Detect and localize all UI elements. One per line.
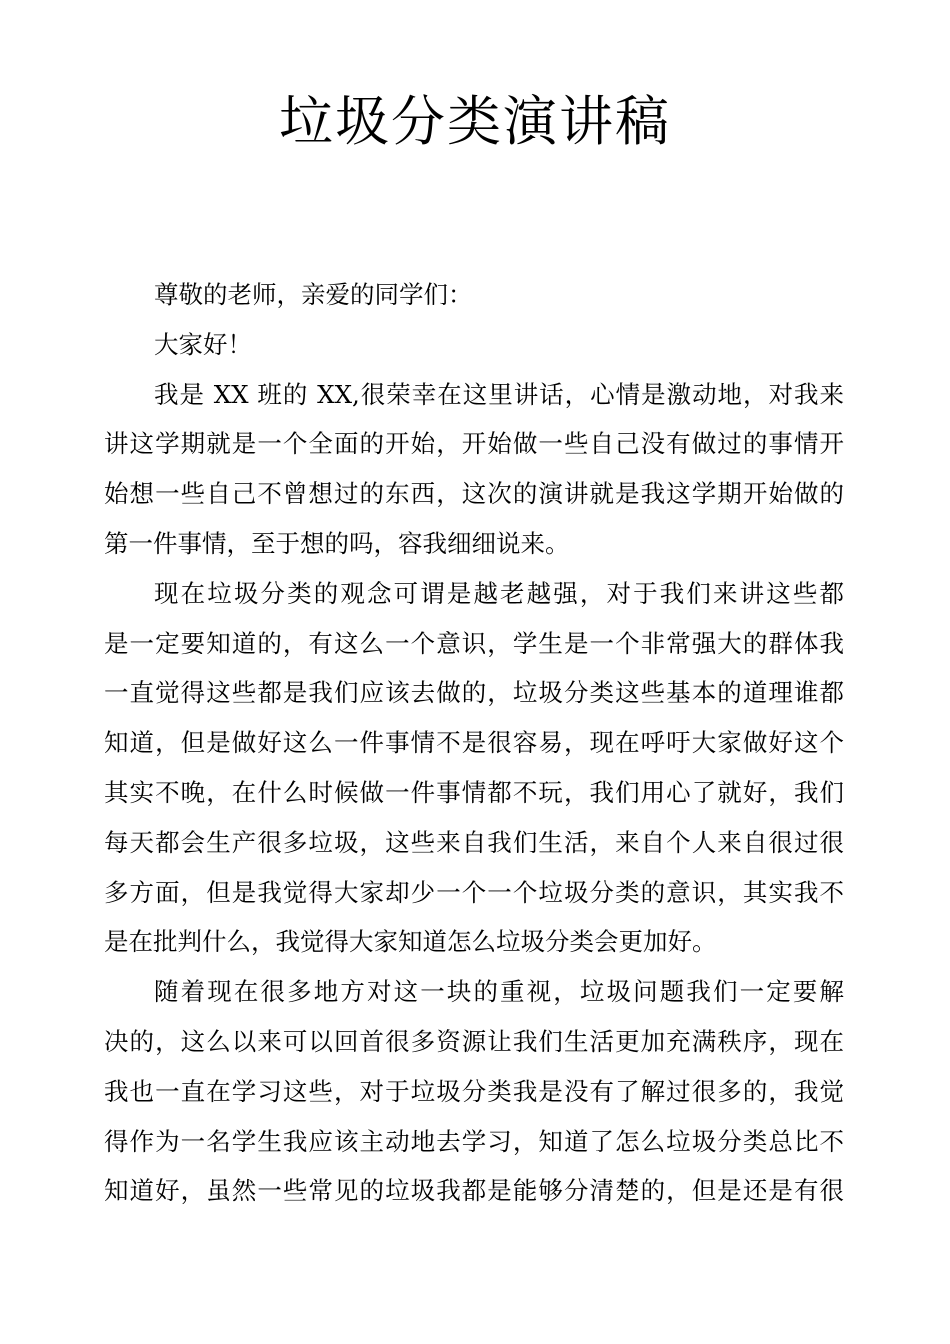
paragraph-line: 随着现在很多地方对这一块的重视，垃圾问题我们一定要解 — [154, 977, 844, 1007]
paragraph-line: 始想一些自己不曾想过的东西，这次的演讲就是我这学期开始做的 — [104, 479, 844, 509]
paragraph-line: 现在垃圾分类的观念可谓是越老越强，对于我们来讲这些都 — [154, 578, 844, 608]
paragraph-line: 知道好，虽然一些常见的垃圾我都是能够分清楚的，但是还是有很 — [104, 1176, 844, 1206]
paragraph-line: 每天都会生产很多垃圾，这些来自我们生活，来自个人来自很过很 — [104, 827, 844, 857]
paragraph-line: 决的，这么以来可以回首很多资源让我们生活更加充满秩序，现在 — [104, 1026, 844, 1056]
paragraph-line: 讲这学期就是一个全面的开始，开始做一些自己没有做过的事情开 — [104, 429, 844, 459]
document-body — [104, 270, 844, 1216]
paragraph-2 — [104, 569, 844, 967]
paragraph-line: 一直觉得这些都是我们应该去做的，垃圾分类这些基本的道理谁都 — [104, 678, 844, 708]
paragraph-line: 是在批判什么，我觉得大家知道怎么垃圾分类会更加好。 — [104, 927, 717, 957]
paragraph-line: 知道，但是做好这么一件事情不是很容易，现在呼吁大家做好这个 — [104, 728, 844, 758]
paragraph-line: 我也一直在学习这些，对于垃圾分类我是没有了解过很多的，我觉 — [104, 1076, 844, 1106]
paragraph-line: 我是 XX 班的 XX,很荣幸在这里讲话，心情是激动地，对我来 — [154, 379, 844, 409]
paragraph-3 — [104, 967, 844, 1216]
document-title: 垃圾分类演讲稿 — [279, 90, 671, 153]
salutation — [104, 270, 844, 320]
greeting — [104, 320, 844, 370]
paragraph-1 — [104, 370, 844, 569]
paragraph-line: 第一件事情，至于想的吗，容我细细说来。 — [104, 528, 570, 558]
paragraph-line: 其实不晚，在什么时候做一件事情都不玩，我们用心了就好，我们 — [104, 777, 844, 807]
paragraph-line: 多方面，但是我觉得大家却少一个一个垃圾分类的意识，其实我不 — [104, 877, 844, 907]
salutation-line: 尊敬的老师，亲爱的同学们： — [154, 280, 473, 309]
greeting-line: 大家好！ — [154, 329, 252, 359]
paragraph-line: 是一定要知道的，有这么一个意识，学生是一个非常强大的群体我 — [104, 628, 844, 658]
paragraph-line: 得作为一名学生我应该主动地去学习，知道了怎么垃圾分类总比不 — [104, 1126, 844, 1156]
